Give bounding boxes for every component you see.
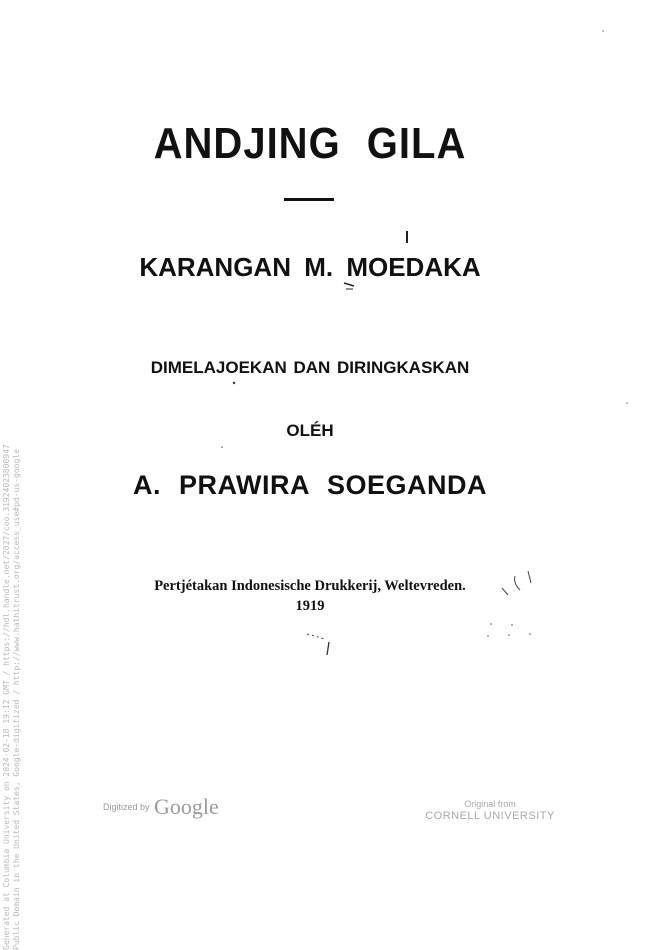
- ink-mark: [602, 30, 604, 32]
- source-institution: CORNELL UNIVERSITY: [425, 810, 555, 822]
- ink-mark: [508, 634, 510, 636]
- watermark-line-public-domain: Public Domain in the United States, Google-digitized / http://www.hathitrust.org/access_use#pd-us-google: [12, 449, 21, 950]
- printer-line: Pertjétakan Indonesische Drukkerij, Weltevreden.: [154, 578, 466, 594]
- ink-mark: [344, 283, 354, 286]
- digitized-by-google: [103, 794, 219, 820]
- translator-name: A. PRAWIRA SOEGANDA: [132, 470, 487, 500]
- digitized-by-label: Digitized by: [103, 802, 150, 812]
- access-watermark: [2, 150, 22, 950]
- original-source: [420, 798, 560, 822]
- ink-mark: [327, 642, 329, 655]
- ink-mark: [490, 623, 492, 625]
- publication-year: 1919: [295, 598, 325, 614]
- ink-mark: [221, 446, 223, 448]
- translated-line: DIMELAJOEKAN DAN DIRINGKASKAN: [150, 358, 470, 377]
- google-logo: Google: [154, 794, 219, 819]
- title-rule: [284, 198, 334, 201]
- book-title: ANDJING GILA: [153, 120, 467, 168]
- ink-mark: [233, 382, 235, 384]
- original-from-label: Original from: [464, 799, 516, 809]
- ink-mark: [511, 624, 513, 626]
- watermark-line-generated: Generated at Columbia University on 2024-02-18 19:12 GMT / https://hdl.handle.net/2027/coo.31924023800947: [2, 444, 11, 950]
- ink-mark: [626, 402, 628, 404]
- ink-mark: [529, 633, 531, 635]
- by-line: OLÉH: [286, 421, 334, 440]
- author-line: KARANGAN M. MOEDAKA: [139, 252, 481, 282]
- ink-mark: [487, 635, 489, 637]
- ink-mark: [307, 634, 324, 639]
